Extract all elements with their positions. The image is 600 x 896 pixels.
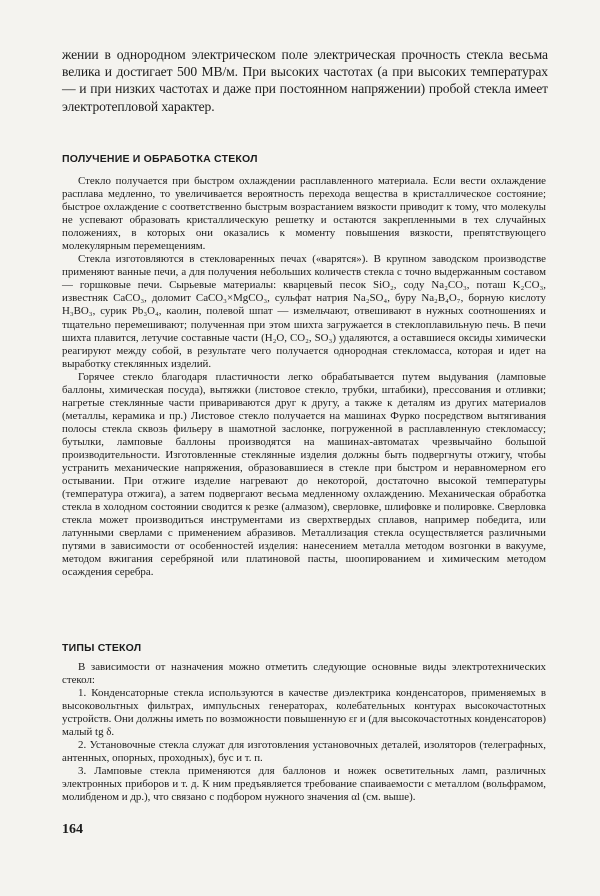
- page-number: 164: [62, 822, 83, 837]
- paragraph: В зависимости от назначения можно отметить следующие основные виды электротехнических стекол:: [62, 661, 546, 687]
- paragraph: Горячее стекло благодаря пластичности легко обрабатывается путем выдувания (ламповые баллоны, химическая посуда), вытяжки (листовое стекло, трубки, штабики), прессования и отливки; нагретые стеклянные части привариваются друг к другу, а также к деталям из других материалов (металлы, керамика и пр.) Листовое стекло получается на машинах Фурко посредством вытягивания полосы стекла сквозь фильеру в шамотной заслонке, погруженной в расплавленную стекломассу; бутылки, ламповые баллоны производятся на машинах-автоматах чрезвычайно большой производительности. Изготовленные стеклянные изделия должны быть подвергнуты отжигу, чтобы устранить механические напряжения, образовавшиеся в стекле при быстром и неравномерном его остывании. При отжиге изделие нагревают до некоторой, достаточно высокой температуры (температура отжига), а затем подвергают весьма медленному охлаждению. Механическая обработка стекла в холодном состоянии сводится к резке (алмазом), сверловке, шлифовке и полировке. Сверловка стекла может производиться инструментами из сверхтвердых сплавов, например победита, или латунными сверлами с применением абразивов. Металлизация стекла осуществляется различными путями в зависимости от особенностей изделия: нанесением металла методом возгонки в вакууме, методом вжигания серебряной или платиновой пасты, шоопированием и химическим методом осаждения серебра.: [62, 370, 546, 579]
- section-heading-types: ТИПЫ СТЕКОЛ: [62, 642, 142, 654]
- list-item: 2. Установочные стекла служат для изготовления установочных деталей, изоляторов (телеграфных, антенных, опорных, проходных), бус и т. п.: [62, 739, 546, 765]
- paragraph: Стекла изготовляются в стекловаренных печах («варятся»). В крупном заводском производстве применяют ванные печи, а для получения небольших количеств стекла с точно выдержанным составом — горшковые печи. Сырьевые материалы: кварцевый песок SiO₂, соду Na₂CO₃, поташ K₂CO₃, известняк CaCO₃, доломит CaCO₃×MgCO₃, сульфат натрия Na₂SO₄, буру Na₂B₄O₇, борную кислоту H₃BO₃, сурик Pb₃O₄, каолин, полевой шпат — измельчают, отвешивают в нужных соотношениях и тщательно перемешивают; полученная при этом шихта загружается в стеклоплавильную печь. В печи шихта плавится, летучие составные части (H₂O, CO₂, SO₃) удаляются, а оставшиеся оксиды химически реагируют между собой, в результате чего получается однородная стекломасса, которая и идет на выработку стеклянных изделий.: [62, 253, 546, 370]
- paragraph: Стекло получается при быстром охлаждении расплавленного материала. Если вести охлаждение расплава медленно, то увеличивается вероятность перехода вещества в кристаллическое состояние; быстрое охлаждение с соответственно быстрым возрастанием вязкости приводит к тому, что молекулы не успевают образовать кристаллическую решетку и остаются закрепленными в тех случайных положениях, в которых они оказались к моменту повышения вязкости, препятствующего молекулярным перемещениям.: [62, 175, 546, 253]
- intro-text: [62, 46, 548, 115]
- section-heading-production: ПОЛУЧЕНИЕ И ОБРАБОТКА СТЕКОЛ: [62, 153, 258, 165]
- section-production-body: [62, 175, 546, 579]
- list-item: 3. Ламповые стекла применяются для баллонов и ножек осветительных ламп, различных электронных приборов и т. д. К ним предъявляется требование спаиваемости с металлом (вольфрамом, молибденом и др.), что связано с подбором нужного значения αl (см. выше).: [62, 765, 546, 804]
- list-item: 1. Конденсаторные стекла используются в качестве диэлектрика конденсаторов, применяемых в высоковольтных фильтрах, импульсных генераторах, колебательных контурах высокочастотных устройств. Они должны иметь по возможности повышенную εr и (для высокочастотных конденсаторов) малый tg δ.: [62, 687, 546, 739]
- intro-paragraph: жении в однородном электрическом поле электрическая прочность стекла весьма велика и достигает 500 МВ/м. При высоких частотах (а при высоких температурах — и при низких частотах и даже при постоянном напряжении) пробой стекла имеет электротепловой характер.: [62, 47, 548, 114]
- section-types-body: [62, 661, 546, 805]
